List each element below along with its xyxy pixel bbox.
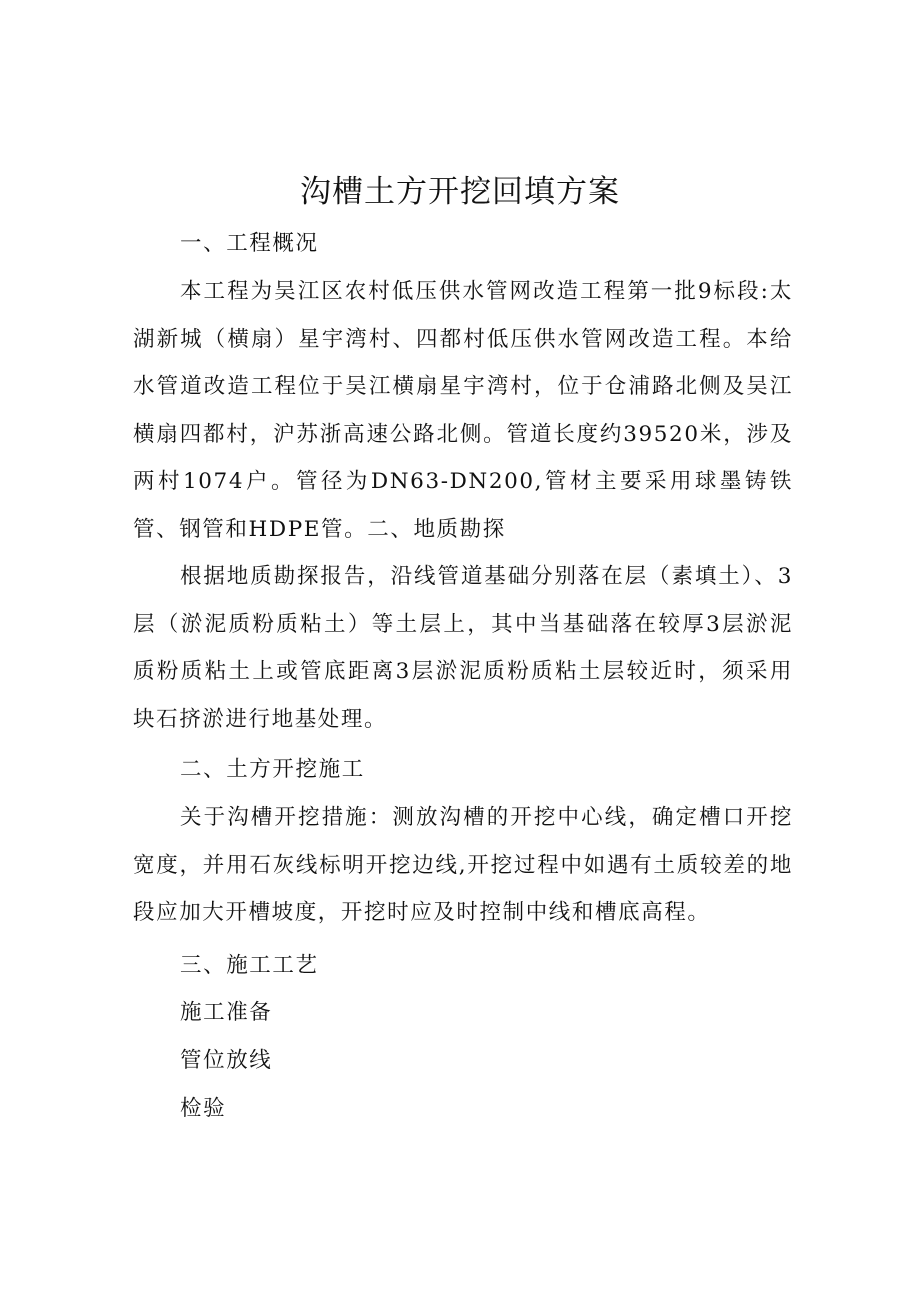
process-item-preparation: 施工准备 — [180, 1000, 273, 1025]
process-item-layout: 管位放线 — [180, 1048, 273, 1073]
overview-paragraph: 本工程为吴江区农村低压供水管网改造工程第一批9标段:太湖新城（横扇）星宇湾村、四都村低压供水管网改造工程。本给水管道改造工程位于吴江横扇星宇湾村，位于仓浦路北侧及吴江横扇四都村，沪苏浙高速公路北侧。管道长度约39520米，涉及两村1074户。管径为DN63-DN200,管材主要采用球墨铸铁管、钢管和HDPE管。二、地质勘探 — [133, 279, 793, 542]
document-title: 沟槽土方开挖回填方案 — [300, 174, 620, 210]
section-heading-excavation: 二、土方开挖施工 — [180, 757, 365, 782]
section-heading-overview: 一、工程概况 — [180, 231, 319, 256]
excavation-paragraph: 关于沟槽开挖措施：测放沟槽的开挖中心线，确定槽口开挖宽度，并用石灰线标明开挖边线,开挖过程中如遇有土质较差的地段应加大开槽坡度，开挖时应及时控制中线和槽底高程。 — [133, 805, 793, 925]
geology-paragraph: 根据地质勘探报告，沿线管道基础分别落在层（素填土）、3层（淤泥质粉质粘土）等土层上，其中当基础落在较厚3层淤泥质粉质粘土上或管底距离3层淤泥质粉质粘土层较近时，须采用块石挤淤进行地基处理。 — [133, 564, 793, 732]
section-heading-process: 三、施工工艺 — [180, 953, 319, 978]
process-item-inspection: 检验 — [180, 1096, 227, 1121]
